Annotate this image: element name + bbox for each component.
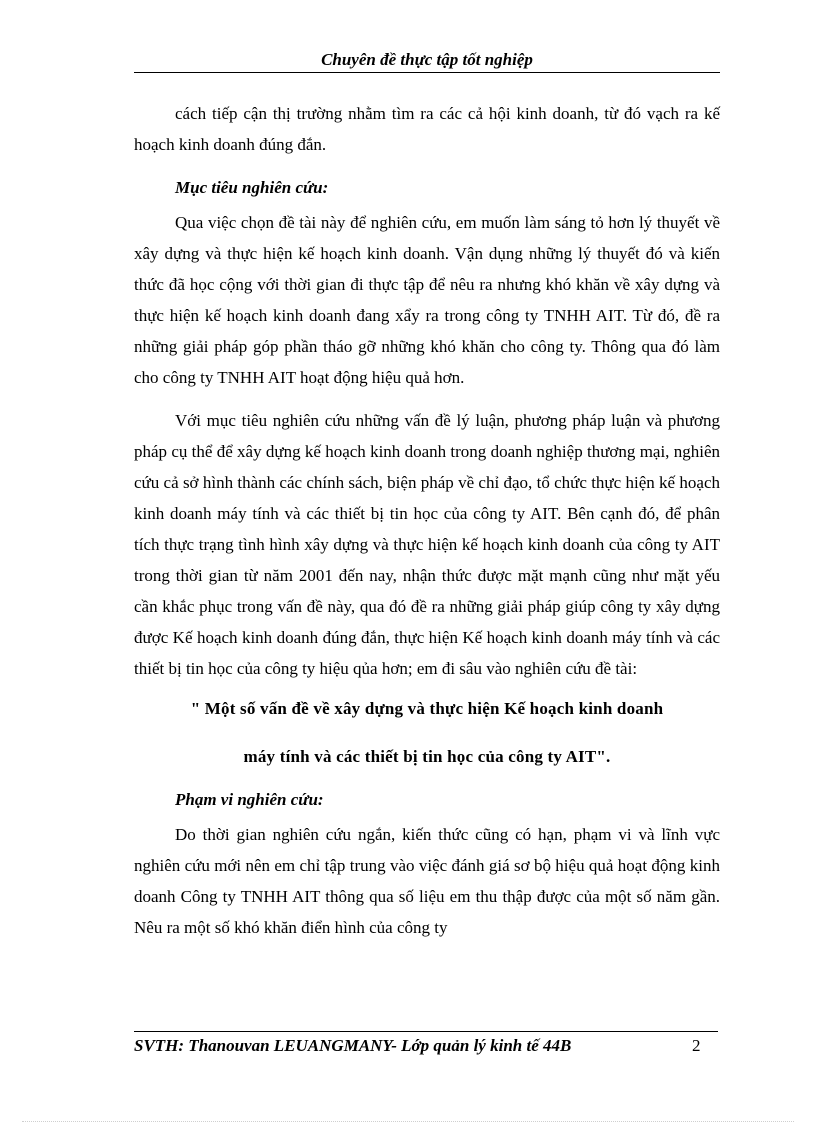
heading-scope: Phạm vi nghiên cứu: (175, 790, 324, 809)
footer-author: SVTH: Thanouvan LEUANGMANY- Lớp quản lý kinh tế 44B (134, 1036, 572, 1055)
paragraph-objective: Qua việc chọn đề tài này để nghiên cứu, em muốn làm sáng tỏ hơn lý thuyết về xây dựng và thực hiện kế hoạch kinh doanh. Vận dụng những lý thuyết đó và kiến thức đã học cộng với thời gian đi thực tập để nêu ra nhưng khó khăn về xây dựng và thực hiện kế hoạch kinh doanh đang xẩy ra trong công ty TNHH AIT. Từ đó, đề ra những giải pháp góp phần tháo gỡ những khó khăn cho công ty. Thông qua đó làm cho công ty TNHH AIT hoạt động hiệu quả hơn. (134, 213, 720, 387)
footer-divider (134, 1031, 718, 1032)
paragraph-method: Với mục tiêu nghiên cứu những vấn đề lý luận, phương pháp luận và phương pháp cụ thể để xây dựng kế hoạch kinh doanh trong doanh nghiệp thương mại, nghiên cứu cả sở hình thành các chính sách, biện pháp về chỉ đạo, tổ chức thực hiện kế hoạch kinh doanh máy tính và các thiết bị tin học của công ty AIT. Bên cạnh đó, để phân tích thực trạng tình hình xây dựng và thực hiện kế hoạch kinh doanh của công ty AIT trong thời gian từ năm 2001 đến nay, nhận thức được mặt mạnh cũng như mặt yếu cần khắc phục trong vấn đề này, qua đó đề ra những giải pháp giúp công ty xây dựng được Kế hoạch kinh doanh đúng đắn, thực hiện Kế hoạch kinh doanh máy tính và các thiết bị tin học của công ty hiệu qủa hơn; em đi sâu vào nghiên cứu đề tài: (134, 411, 720, 678)
page-boundary (22, 1121, 794, 1122)
header-title: Chuyên đề thực tập tốt nghiệp (321, 50, 533, 69)
body-content (134, 98, 720, 955)
thesis-title-line-2: máy tính và các thiết bị tin học của công ty AIT". (243, 747, 611, 766)
page-number: 2 (692, 1036, 701, 1055)
heading-objective: Mục tiêu nghiên cứu: (175, 178, 329, 197)
header-divider (134, 72, 720, 73)
thesis-title-line-1: " Một số vấn đề về xây dựng và thực hiện Kế hoạch kinh doanh (190, 699, 664, 718)
paragraph-scope: Do thời gian nghiên cứu ngắn, kiến thức cũng có hạn, phạm vi và lĩnh vực nghiên cứu mới nên em chỉ tập trung vào việc đánh giá sơ bộ hiệu quả hoạt động kinh doanh Công ty TNHH AIT thông qua số liệu em thu thập được của một số năm gần. Nêu ra một số khó khăn điển hình của công ty (134, 825, 720, 937)
paragraph-intro: cách tiếp cận thị trường nhằm tìm ra các cả hội kinh doanh, từ đó vạch ra kế hoạch kinh doanh đúng đắn. (134, 104, 720, 154)
